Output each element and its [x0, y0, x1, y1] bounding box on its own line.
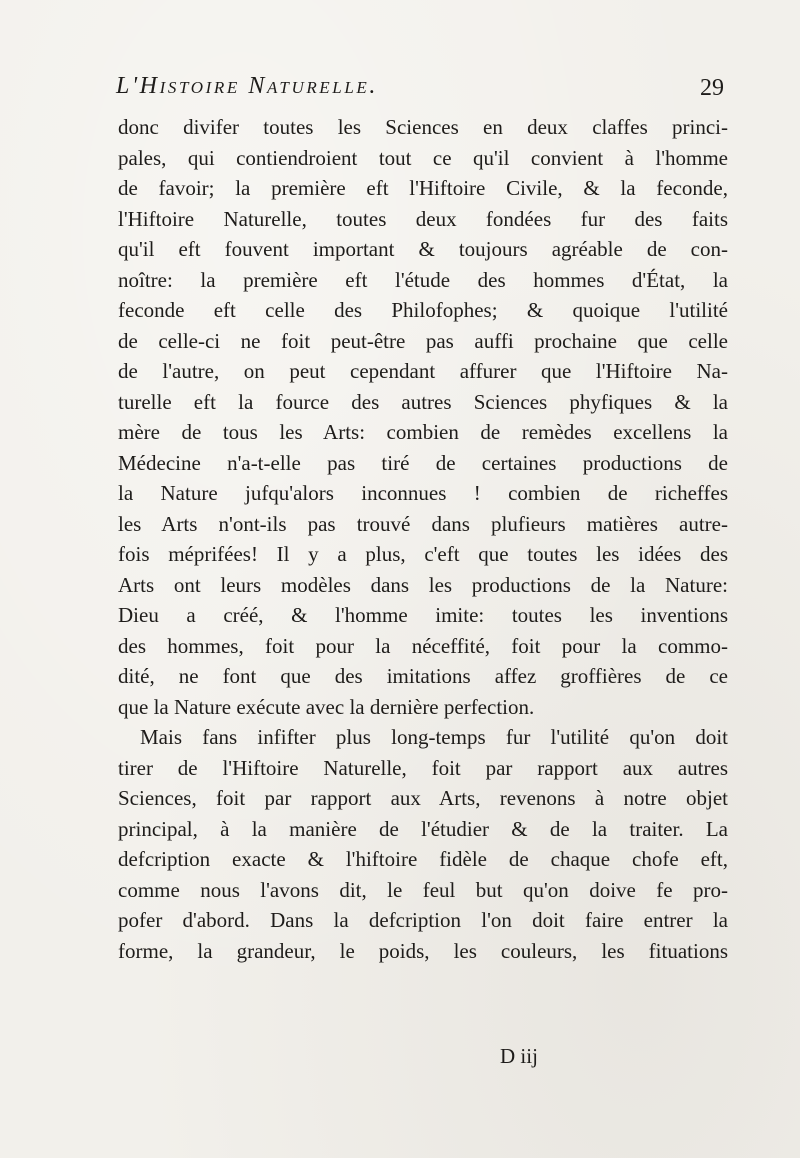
text-line: qu'il eft fouvent important & toujours agréable de con- — [118, 237, 728, 261]
body-text — [118, 112, 728, 966]
running-head — [116, 73, 726, 105]
text-line: tirer de l'Hiftoire Naturelle, foit par rapport aux autres — [118, 755, 728, 780]
text-line: dité, ne font que des imitations affez groffières de ce — [118, 664, 728, 688]
text-line: Dieu a créé, & l'homme imite: toutes les inventions — [118, 603, 728, 627]
text-line: Médecine n'a-t-elle pas tiré de certaines productions de — [118, 450, 728, 475]
text-line: noître: la première eft l'étude des hommes d'État, la — [118, 267, 728, 292]
text-line: la Nature jufqu'alors inconnues ! combien de richeffes — [118, 481, 728, 505]
text-line: l'Hiftoire Naturelle, toutes deux fondées fur des faits — [118, 206, 728, 231]
text-line: defcription exacte & l'hiftoire fidèle de chaque chofe eft, — [118, 847, 728, 871]
text-line: mère de tous les Arts: combien de remèdes excellens la — [118, 420, 728, 444]
text-line: pofer d'abord. Dans la defcription l'on doit faire entrer la — [118, 908, 728, 932]
signature-mark: D iij — [500, 1044, 538, 1068]
text-line: des hommes, foit pour la néceffité, foit pour la commo- — [118, 633, 728, 658]
paragraph-start-line: Mais fans infifter plus long-temps fur l'utilité qu'on doit — [140, 725, 728, 749]
text-line: principal, à la manière de l'étudier & de la traiter. La — [118, 816, 728, 841]
page-number: 29 — [700, 75, 724, 101]
text-line: Sciences, foit par rapport aux Arts, revenons à notre objet — [118, 786, 728, 810]
paragraph-end-line: que la Nature exécute avec la dernière perfection. — [118, 694, 535, 719]
text-line: les Arts n'ont-ils pas trouvé dans plufieurs matières autre- — [118, 511, 728, 536]
text-line: pales, qui contiendroient tout ce qu'il convient à l'homme — [118, 145, 728, 170]
text-line: de favoir; la première eft l'Hiftoire Civile, & la feconde, — [118, 176, 728, 200]
text-line: fois méprifées! Il y a plus, c'eft que toutes les idées des — [118, 542, 728, 566]
text-line: comme nous l'avons dit, le feul but qu'on doive fe pro- — [118, 877, 728, 902]
text-line: de l'autre, on peut cependant affurer que l'Hiftoire Na- — [118, 359, 728, 383]
text-line: de celle-ci ne foit peut-être pas auffi prochaine que celle — [118, 328, 728, 353]
text-line: donc divifer toutes les Sciences en deux claffes princi- — [118, 115, 728, 139]
text-line: forme, la grandeur, le poids, les couleurs, les fituations — [118, 938, 728, 963]
text-line: Arts ont leurs modèles dans les productions de la Nature: — [118, 572, 728, 597]
text-line: feconde eft celle des Philofophes; & quoique l'utilité — [118, 298, 728, 322]
running-title: L'Histoire Naturelle. — [116, 73, 378, 99]
text-line: turelle eft la fource des autres Sciences phyfiques & la — [118, 389, 728, 414]
